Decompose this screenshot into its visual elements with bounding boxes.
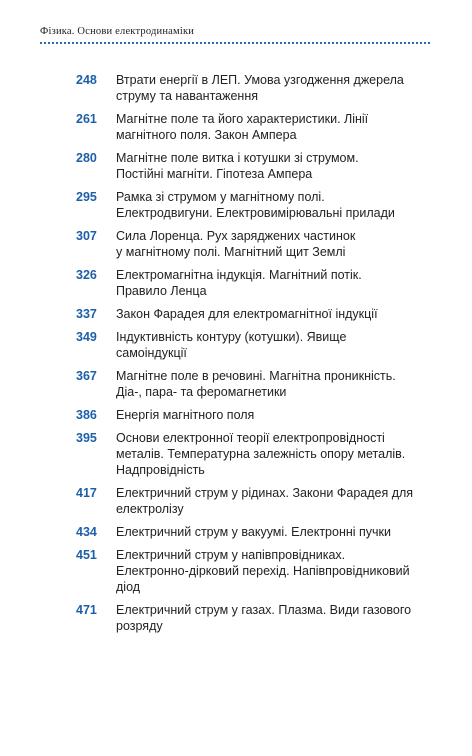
toc-page-number: 434 bbox=[76, 525, 97, 539]
toc-entry-title bbox=[116, 524, 391, 540]
toc-entry bbox=[76, 430, 416, 478]
toc-title-line: Втрати енергії в ЛЕП. Умова узгодження джерела bbox=[116, 73, 404, 87]
toc-title-line: Сила Лоренца. Рух заряджених частинок bbox=[116, 229, 356, 243]
toc-entry bbox=[76, 306, 416, 322]
toc-entry-title bbox=[116, 430, 405, 478]
toc-title-line: Електромагнітна індукція. Магнітний потік. bbox=[116, 268, 362, 282]
toc-title-line: Закон Фарадея для електромагнітної індукції bbox=[116, 307, 378, 321]
toc-title-line: Електродвигуни. Електровимірювальні прилади bbox=[116, 206, 395, 220]
toc-entry-title bbox=[116, 306, 378, 322]
toc-page-number: 367 bbox=[76, 369, 97, 383]
toc-title-line: магнітного поля. Закон Ампера bbox=[116, 128, 297, 142]
toc-title-line: Основи електронної теорії електропровідності bbox=[116, 431, 385, 445]
toc-entry bbox=[76, 228, 416, 260]
toc-page-number: 248 bbox=[76, 73, 97, 87]
toc-page-number: 280 bbox=[76, 151, 97, 165]
toc-entry-title bbox=[116, 228, 355, 260]
toc-title-line: Правило Ленца bbox=[116, 284, 207, 298]
toc-title-line: Електричний струм у вакуумі. Електронні пучки bbox=[116, 525, 391, 539]
toc-entry bbox=[76, 329, 416, 361]
toc-entry-title bbox=[116, 189, 395, 221]
toc-entry bbox=[76, 485, 416, 517]
running-header-title: Фізика. Основи електродинаміки bbox=[40, 26, 195, 37]
toc-title-line: Електронно-дірковий перехід. Напівпровідниковий bbox=[116, 564, 410, 578]
header-dotted-rule bbox=[40, 42, 430, 44]
toc-entry bbox=[76, 72, 416, 104]
toc-page-number: 386 bbox=[76, 408, 97, 422]
toc-page-number: 471 bbox=[76, 603, 97, 617]
toc-page-number: 349 bbox=[76, 330, 97, 344]
toc-title-line: Надпровідність bbox=[116, 463, 205, 477]
toc-entry bbox=[76, 524, 416, 540]
toc-entry bbox=[76, 602, 416, 634]
toc-entry bbox=[76, 407, 416, 423]
toc-entry-title bbox=[116, 407, 254, 423]
table-of-contents bbox=[76, 72, 416, 641]
toc-title-line: діод bbox=[116, 580, 141, 594]
toc-title-line: Електричний струм у напівпровідниках. bbox=[116, 548, 346, 562]
toc-entry-title bbox=[116, 368, 396, 400]
toc-page-number: 261 bbox=[76, 112, 97, 126]
toc-title-line: металів. Температурна залежність опору металів. bbox=[116, 447, 406, 461]
toc-entry-title bbox=[116, 547, 410, 595]
toc-page-number: 451 bbox=[76, 548, 97, 562]
toc-page-number: 326 bbox=[76, 268, 97, 282]
toc-title-line: розряду bbox=[116, 619, 163, 633]
toc-title-line: струму та навантаження bbox=[116, 89, 258, 103]
toc-page-number: 337 bbox=[76, 307, 97, 321]
toc-title-line: у магнітному полі. Магнітний щит Землі bbox=[116, 245, 346, 259]
toc-entry bbox=[76, 150, 416, 182]
toc-entry-title bbox=[116, 111, 368, 143]
toc-entry bbox=[76, 111, 416, 143]
toc-entry-title bbox=[116, 485, 413, 517]
toc-title-line: самоіндукції bbox=[116, 346, 187, 360]
toc-entry bbox=[76, 547, 416, 595]
toc-title-line: Електричний струм у рідинах. Закони Фарадея для bbox=[116, 486, 414, 500]
toc-entry bbox=[76, 267, 416, 299]
toc-page-number: 395 bbox=[76, 431, 97, 445]
toc-entry-title bbox=[116, 150, 359, 182]
toc-title-line: Індуктивність контуру (котушки). Явище bbox=[116, 330, 347, 344]
toc-entry-title bbox=[116, 329, 346, 361]
toc-page-number: 307 bbox=[76, 229, 97, 243]
toc-entry-title bbox=[116, 602, 411, 634]
toc-title-line: Магнітне поле в речовині. Магнітна проникність. bbox=[116, 369, 396, 383]
toc-title-line: Постійні магніти. Гіпотеза Ампера bbox=[116, 167, 313, 181]
toc-title-line: Магнітне поле витка і котушки зі струмом. bbox=[116, 151, 359, 165]
toc-entry-title bbox=[116, 267, 362, 299]
toc-entry bbox=[76, 189, 416, 221]
toc-title-line: електролізу bbox=[116, 502, 184, 516]
toc-page-number: 417 bbox=[76, 486, 97, 500]
toc-title-line: Електричний струм у газах. Плазма. Види газового bbox=[116, 603, 412, 617]
toc-title-line: Енергія магнітного поля bbox=[116, 408, 255, 422]
toc-title-line: Магнітне поле та його характеристики. Лінії bbox=[116, 112, 369, 126]
toc-page-number: 295 bbox=[76, 190, 97, 204]
toc-title-line: Діа-, пара- та феромагнетики bbox=[116, 385, 287, 399]
toc-title-line: Рамка зі струмом у магнітному полі. bbox=[116, 190, 325, 204]
toc-entry-title bbox=[116, 72, 404, 104]
toc-entry bbox=[76, 368, 416, 400]
page-header bbox=[40, 26, 430, 44]
